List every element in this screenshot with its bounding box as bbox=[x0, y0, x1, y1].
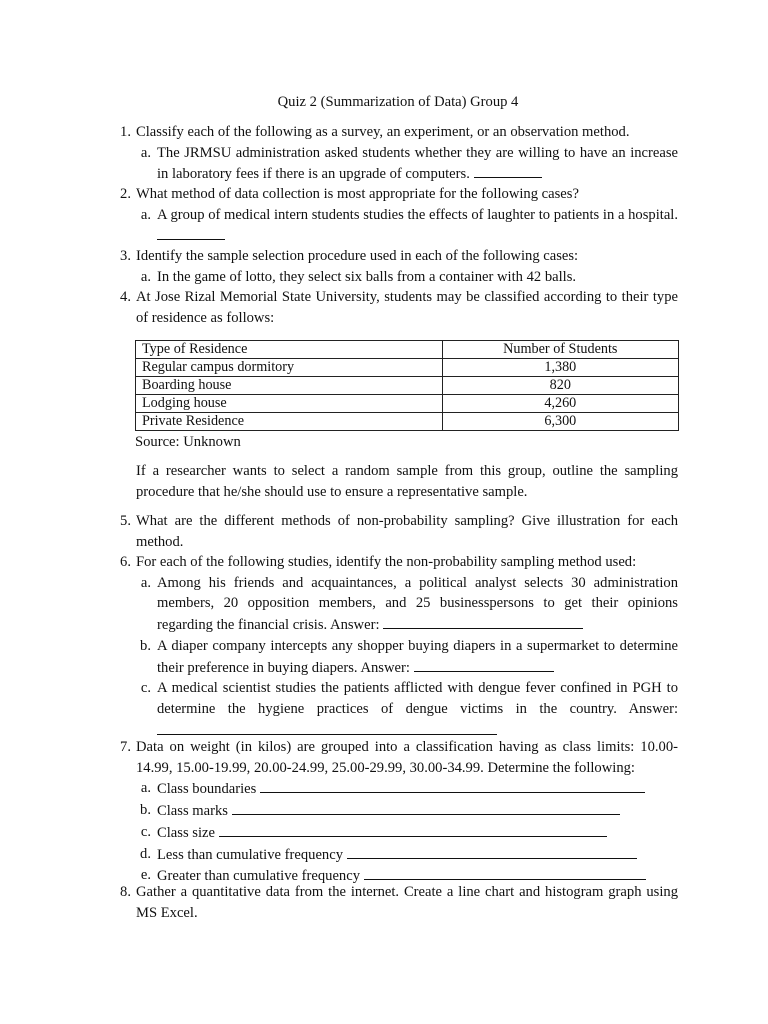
table-source: Source: Unknown bbox=[135, 434, 241, 450]
table-cell: 4,260 bbox=[442, 395, 678, 413]
page-title: Quiz 2 (Summarization of Data) Group 4 bbox=[277, 94, 519, 110]
item-letter: b. bbox=[140, 802, 151, 819]
table-cell: 820 bbox=[442, 377, 678, 395]
question-number: 5. bbox=[120, 513, 131, 529]
table-header: Type of Residence bbox=[136, 341, 443, 359]
question-3 bbox=[111, 246, 678, 287]
item-letter: c. bbox=[140, 680, 151, 697]
item-letter: a. bbox=[140, 574, 151, 591]
question-8 bbox=[111, 882, 678, 923]
answer-blank[interactable] bbox=[474, 163, 542, 178]
question-1 bbox=[111, 122, 678, 185]
answer-blank[interactable] bbox=[219, 822, 607, 837]
answer-blank[interactable] bbox=[347, 844, 637, 859]
item-text: Class marks bbox=[157, 803, 228, 820]
answer-blank[interactable] bbox=[260, 778, 645, 793]
question-7a bbox=[140, 778, 678, 800]
table-cell: Boarding house bbox=[136, 377, 443, 395]
question-number: 7. bbox=[120, 739, 131, 755]
question-text: Data on weight (in kilos) are grouped into a classification having as class limits: 10.00-14.99, 15.00-19.99, 20.00-24.99, 25.00-29.99, 30.00-34.99. Determine the following: bbox=[136, 739, 678, 776]
item-letter: a. bbox=[140, 206, 151, 223]
question-number: 1. bbox=[120, 124, 131, 140]
item-letter: c. bbox=[140, 823, 151, 840]
item-letter: b. bbox=[140, 637, 151, 654]
answer-blank[interactable] bbox=[232, 800, 620, 815]
item-text: A medical scientist studies the patients afflicted with dengue fever confined in PGH to determine the hygiene practices of dengue victims in the country. bbox=[157, 680, 678, 717]
question-text: Identify the sample selection procedure used in each of the following cases: bbox=[136, 248, 579, 264]
item-text: The JRMSU administration asked students whether they are willing to have an increase in laboratory fees if there is an upgrade of computers. bbox=[157, 144, 678, 183]
question-number: 8. bbox=[120, 884, 131, 900]
question-text: What are the different methods of non-probability sampling? Give illustration for each method. bbox=[136, 513, 678, 550]
question-7b bbox=[140, 800, 678, 822]
answer-label: Answer: bbox=[628, 700, 679, 717]
question-6c bbox=[140, 678, 679, 741]
table-row bbox=[136, 395, 679, 413]
item-letter: d. bbox=[140, 845, 151, 862]
question-text: Classify each of the following as a survey, an experiment, or an observation method. bbox=[136, 124, 630, 140]
question-text: At Jose Rizal Memorial State University, students may be classified according to their type of residence as follows: bbox=[136, 289, 678, 326]
question-5 bbox=[111, 511, 678, 552]
question-number: 3. bbox=[120, 248, 131, 264]
answer-label: Answer: bbox=[360, 659, 410, 676]
item-text: Among his friends and acquaintances, a political analyst selects 30 administration members, 20 opposition members, and 25 businesspersons to get their opinions regarding the financial crisis. bbox=[157, 574, 678, 634]
item-text: Less than cumulative frequency bbox=[157, 846, 343, 863]
question-2a bbox=[140, 205, 678, 247]
question-number: 6. bbox=[120, 554, 131, 570]
question-2 bbox=[111, 184, 678, 247]
answer-blank[interactable] bbox=[383, 614, 583, 629]
question-7 bbox=[111, 737, 678, 887]
item-letter: e. bbox=[140, 867, 151, 884]
answer-blank[interactable] bbox=[157, 225, 225, 240]
question-7c bbox=[140, 822, 678, 844]
table-cell: 1,380 bbox=[442, 359, 678, 377]
question-text: Gather a quantitative data from the internet. Create a line chart and histogram graph using MS Excel. bbox=[136, 884, 678, 921]
answer-label: Answer: bbox=[330, 617, 380, 634]
answer-blank[interactable] bbox=[414, 657, 554, 672]
question-6 bbox=[111, 552, 678, 741]
table-cell: Regular campus dormitory bbox=[136, 359, 443, 377]
table-header-row bbox=[136, 341, 679, 359]
item-text: Class boundaries bbox=[157, 781, 257, 798]
item-text: Greater than cumulative frequency bbox=[157, 868, 360, 885]
residence-table bbox=[135, 340, 679, 431]
item-text: A diaper company intercepts any shopper buying diapers in a supermarket to determine their preference in buying diapers. bbox=[157, 637, 678, 676]
table-cell: Lodging house bbox=[136, 395, 443, 413]
question-4-followup: If a researcher wants to select a random sample from this group, outline the sampling procedure that he/she should use to ensure a representative sample. bbox=[136, 463, 678, 500]
table-cell: 6,300 bbox=[442, 413, 678, 431]
question-number: 2. bbox=[120, 186, 131, 202]
answer-blank[interactable] bbox=[364, 865, 646, 880]
question-7d bbox=[140, 844, 678, 866]
question-6b bbox=[140, 636, 678, 678]
question-3a bbox=[140, 267, 678, 288]
table-row bbox=[136, 359, 679, 377]
item-letter: a. bbox=[140, 780, 151, 797]
answer-blank[interactable] bbox=[157, 720, 497, 735]
item-text: In the game of lotto, they select six balls from a container with 42 balls. bbox=[157, 268, 577, 285]
table-row bbox=[136, 377, 679, 395]
item-letter: a. bbox=[140, 144, 151, 161]
question-4 bbox=[111, 287, 678, 328]
question-6a bbox=[140, 573, 678, 636]
question-text: For each of the following studies, identify the non-probability sampling method used: bbox=[136, 554, 637, 570]
table-row bbox=[136, 413, 679, 431]
item-text: A group of medical intern students studies the effects of laughter to patients in a hospital. bbox=[157, 206, 678, 223]
item-letter: a. bbox=[140, 268, 151, 285]
question-1a bbox=[140, 143, 678, 185]
table-cell: Private Residence bbox=[136, 413, 443, 431]
item-text: Class size bbox=[157, 824, 215, 841]
question-number: 4. bbox=[120, 289, 131, 305]
table-header: Number of Students bbox=[442, 341, 678, 359]
question-text: What method of data collection is most appropriate for the following cases? bbox=[136, 186, 579, 202]
